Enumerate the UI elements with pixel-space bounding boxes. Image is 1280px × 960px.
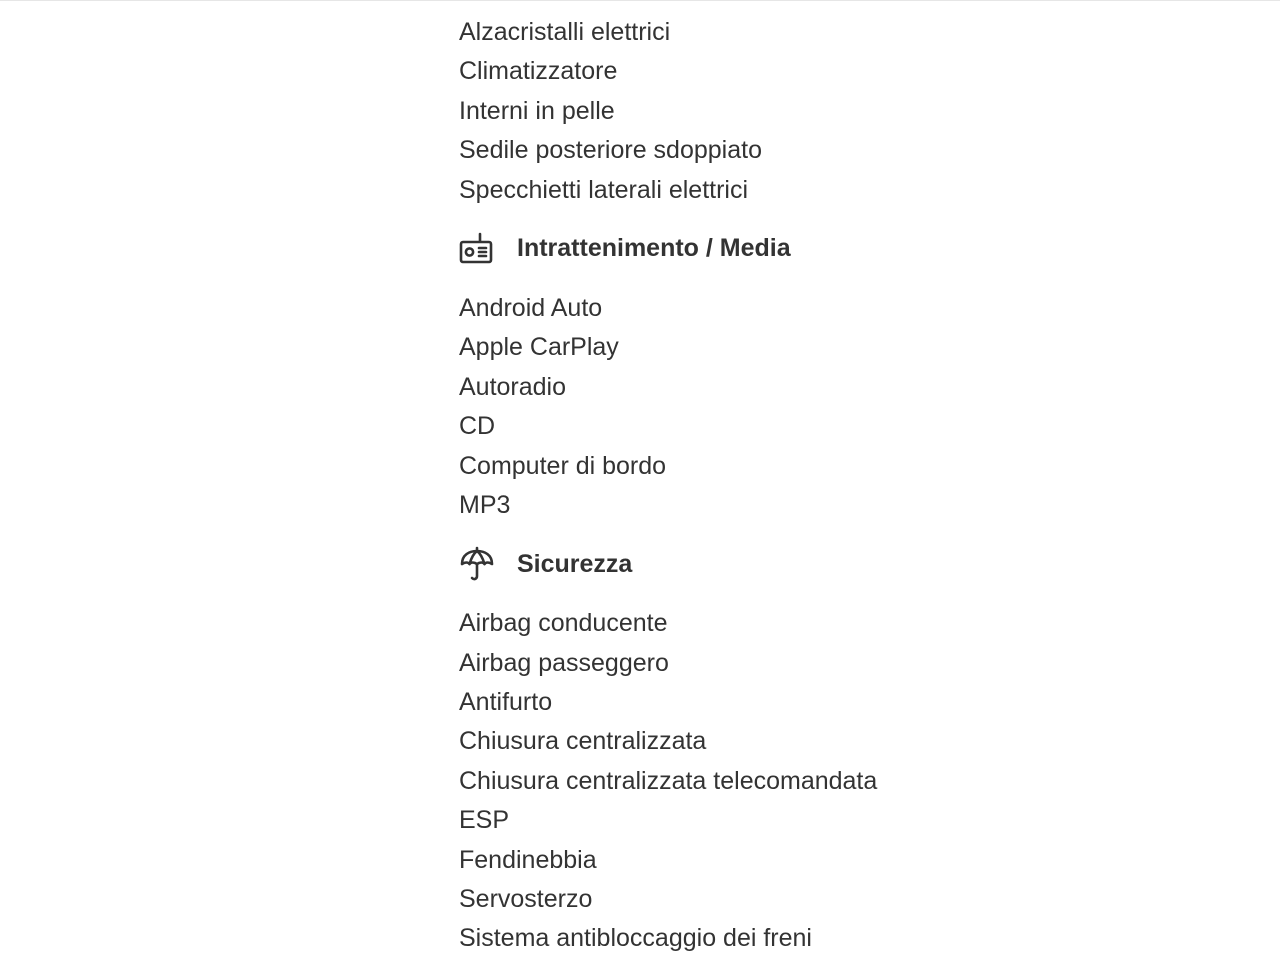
list-item: Apple CarPlay (459, 333, 619, 362)
list-item: Android Auto (459, 293, 603, 322)
list-item: Airbag passeggero (459, 648, 669, 677)
list-item: CD (459, 412, 496, 441)
safety-list (459, 604, 1059, 959)
list-item: ESP (459, 806, 510, 835)
umbrella-icon (459, 546, 496, 583)
list-item: Sistema antibloccaggio dei freni (459, 924, 812, 953)
section-title: Intrattenimento / Media (517, 234, 791, 263)
list-item: Interni in pelle (459, 96, 615, 125)
list-item: Alzacristalli elettrici (459, 18, 671, 46)
list-item: Airbag conducente (459, 609, 668, 638)
list-item: Sedile posteriore sdoppiato (459, 136, 762, 165)
list-item: MP3 (459, 490, 511, 519)
list-item: Autoradio (459, 372, 567, 401)
list-item: Chiusura centralizzata telecomandata (459, 766, 878, 795)
list-item: Specchietti laterali elettrici (459, 175, 749, 204)
radio-icon (459, 230, 496, 267)
section-header-media (459, 229, 1059, 269)
equipment-list (459, 0, 1059, 959)
list-item: Computer di bordo (459, 451, 667, 480)
list-item: Servosterzo (459, 885, 593, 914)
comfort-list (459, 0, 1059, 210)
list-item: Climatizzatore (459, 57, 618, 86)
media-list (459, 289, 1059, 525)
section-header-safety (459, 544, 1059, 584)
list-item: Antifurto (459, 688, 553, 717)
section-title: Sicurezza (517, 549, 633, 578)
list-item: Fendinebbia (459, 845, 597, 874)
list-item: Chiusura centralizzata (459, 727, 707, 756)
